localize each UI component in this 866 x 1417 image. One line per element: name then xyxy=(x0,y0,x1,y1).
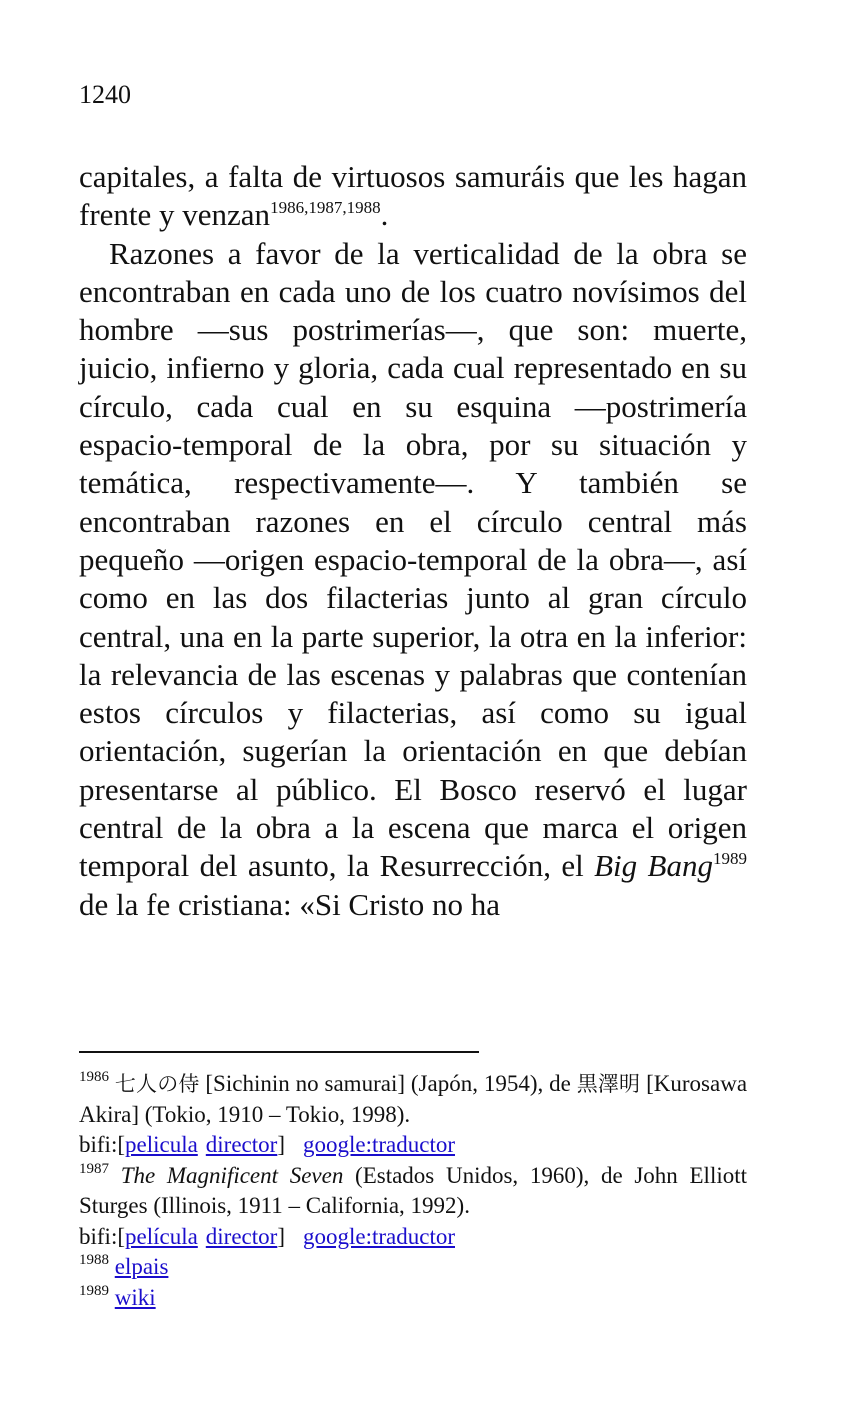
paragraph-1-end: . xyxy=(380,197,389,233)
body-text xyxy=(79,158,747,924)
footnote-ref-1986-1988[interactable]: 1986,1987,1988 xyxy=(270,198,381,218)
paragraph-1 xyxy=(79,158,747,235)
footnote-ref-1989[interactable]: 1989 xyxy=(712,849,747,869)
link-elpais[interactable]: elpais xyxy=(114,1254,169,1279)
footnote-number: 1988 xyxy=(79,1252,109,1268)
footnote-number: 1989 xyxy=(79,1282,109,1299)
link-pelicula[interactable]: pelicula xyxy=(125,1132,198,1157)
paragraph-2-text-b: de la fe cristiana: «Si Cristo no ha xyxy=(79,886,500,922)
footnote-1987 xyxy=(79,1161,747,1222)
footnote-1988 xyxy=(79,1252,747,1283)
footnote-divider xyxy=(79,1051,479,1053)
footnote-text: [Kurosawa Akira] (Tokio, 1910 – Tokio, 1998). xyxy=(79,1071,748,1127)
link-director[interactable]: director xyxy=(205,1223,278,1249)
links-prefix: bifi:[ xyxy=(79,1223,125,1249)
footnotes xyxy=(79,1069,747,1313)
link-google-traductor[interactable]: google:traductor xyxy=(302,1223,455,1249)
footnote-1986 xyxy=(79,1069,747,1130)
page-number: 1240 xyxy=(79,80,131,109)
link-pelicula[interactable]: película xyxy=(125,1223,198,1249)
footnote-italic-title: The Magnificent Seven xyxy=(120,1162,344,1188)
link-director[interactable]: director xyxy=(205,1132,278,1157)
paragraph-2-italic: Big Bang xyxy=(594,848,713,884)
footnote-number: 1987 xyxy=(79,1160,109,1177)
footnote-1989 xyxy=(79,1283,747,1314)
footnote-text: (Estados Unidos, 1960), de John Elliott Sturges (Illinois, 1911 – California, 1992). xyxy=(79,1162,748,1218)
japanese-author: 黒澤明 xyxy=(576,1072,641,1096)
link-google-traductor[interactable]: google:traductor xyxy=(302,1132,455,1157)
link-wiki[interactable]: wiki xyxy=(114,1284,156,1310)
footnote-1987-links xyxy=(79,1222,747,1253)
footnote-1986-links xyxy=(79,1130,747,1161)
paragraph-2-text-a: Razones a favor de la verticalidad de la obra se encontraban en cada uno de los cuatro novísimos del hombre —sus postrimerías—, que son: muerte, juicio, infierno y gloria, cada cual representado en su círculo, cada cual en su esquina —postrimería espacio-temporal de la obra, por su situación y temática, respectivamente—. Y también se encontraban razones en el círculo central más pequeño —origen espacio-temporal de la obra—, así como en las dos filacterias junto al gran círculo central, una en la parte superior, la otra en la inferior: la relevancia de las escenas y palabras que contenían estos círculos y filacterias, así como su igual orientación, sugerían la orientación en que debían presentarse al público. El Bosco reservó el lugar central de la obra a la escena que marca el origen temporal del asunto, la Resurrección, el xyxy=(79,235,747,884)
footnote-text: [Sichinin no samurai] (Japón, 1954), de xyxy=(199,1071,577,1096)
japanese-title: 七人の侍 xyxy=(114,1072,200,1096)
footnote-number: 1986 xyxy=(79,1069,109,1085)
links-prefix: bifi:[ xyxy=(79,1132,125,1157)
paragraph-1-text: capitales, a falta de virtuosos samuráis que les hagan frente y venzan xyxy=(79,159,747,233)
paragraph-2 xyxy=(79,235,747,924)
links-suffix: ] xyxy=(277,1223,285,1249)
links-suffix: ] xyxy=(277,1132,285,1157)
